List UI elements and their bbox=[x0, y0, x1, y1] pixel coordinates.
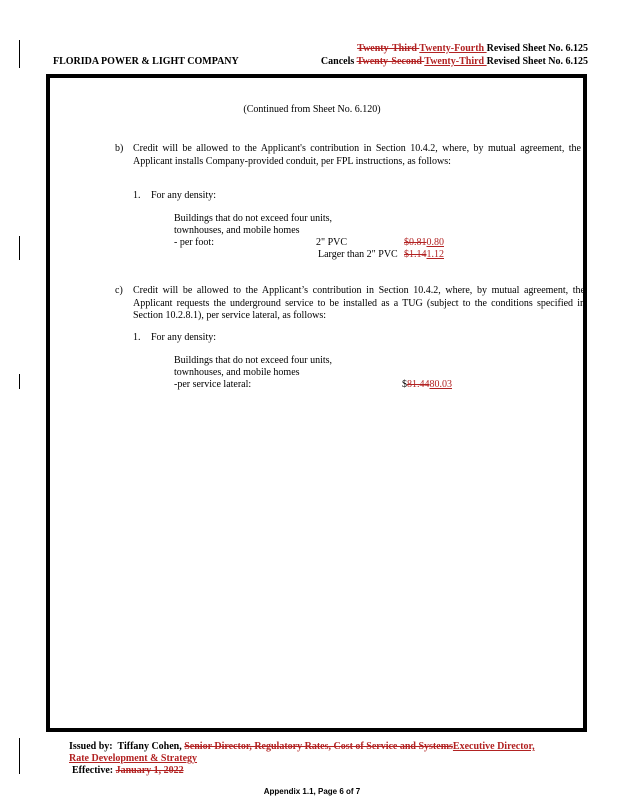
section-c-per-lateral-label: -per service lateral: bbox=[174, 379, 252, 390]
section-b-marker: b) bbox=[115, 143, 124, 154]
revision-bar bbox=[19, 236, 20, 260]
section-b-building-line1: Buildings that do not exceed four units, bbox=[174, 213, 333, 224]
sheet-number-deleted: Twenty-Third bbox=[357, 43, 420, 54]
price-prefix: $ bbox=[402, 379, 407, 390]
section-b-item-label: For any density: bbox=[151, 190, 216, 201]
section-c-price bbox=[402, 379, 452, 392]
issuer-title-line2 bbox=[69, 753, 197, 765]
section-b-per-foot-label: - per foot: bbox=[174, 237, 214, 248]
price-deleted: 81.44 bbox=[407, 379, 430, 390]
cancels-deleted: Twenty-Second bbox=[356, 56, 425, 67]
section-b-row2-price bbox=[404, 249, 444, 262]
revision-bar bbox=[19, 40, 20, 68]
section-b-building-line2: townhouses, and mobile homes bbox=[174, 225, 300, 236]
section-b-item-number: 1. bbox=[133, 190, 141, 201]
row2-price-deleted: $1.14 bbox=[404, 249, 427, 260]
row1-price-deleted: $0.81 bbox=[404, 237, 427, 248]
sheet-number-inserted: Twenty-Fourth bbox=[419, 43, 487, 54]
section-c-building-line2: townhouses, and mobile homes bbox=[174, 367, 300, 378]
company-name: FLORIDA POWER & LIGHT COMPANY bbox=[53, 56, 239, 67]
effective-date-deleted: January 1, 2022 bbox=[115, 765, 184, 776]
cancels-inserted: Twenty-Third bbox=[424, 56, 487, 67]
sheet-number-line bbox=[357, 43, 588, 54]
issuer-title-deleted: Senior Director, Regulatory Rates, Cost of Service and Systems bbox=[184, 741, 453, 752]
section-c-marker: c) bbox=[115, 285, 123, 296]
section-b-text: Credit will be allowed to the Applicant's contribution in Section 10.4.2, where, by mutual agreement, the Applicant installs Company-provided conduit, per FPL instructions, as follows: bbox=[133, 143, 581, 167]
issuer-title-inserted: Executive Director, bbox=[452, 741, 535, 752]
page-number: Appendix 1.1, Page 6 of 7 bbox=[263, 787, 361, 796]
section-b-row1-price bbox=[404, 237, 444, 250]
effective-label: Effective: bbox=[72, 765, 114, 776]
cancels-prefix: Cancels bbox=[320, 56, 357, 67]
issued-by-line bbox=[69, 741, 535, 753]
issuer-name: Tiffany Cohen, bbox=[117, 741, 182, 752]
section-b-row2-type: Larger than 2" PVC bbox=[318, 249, 398, 260]
effective-line bbox=[72, 765, 184, 777]
content-frame bbox=[46, 74, 587, 732]
price-inserted: 80.03 bbox=[429, 379, 452, 390]
issued-by-label: Issued by: bbox=[69, 741, 113, 752]
section-c-item-label: For any density: bbox=[151, 332, 216, 343]
cancels-line bbox=[321, 56, 588, 67]
row2-price-inserted: 1.12 bbox=[426, 249, 444, 260]
continued-note: (Continued from Sheet No. 6.120) bbox=[243, 104, 381, 115]
revision-bar bbox=[19, 738, 20, 774]
section-c-building-line1: Buildings that do not exceed four units, bbox=[174, 355, 333, 366]
issuer-title-inserted-2: Rate Development & Strategy bbox=[69, 753, 198, 764]
row1-price-inserted: 0.80 bbox=[426, 237, 444, 248]
revision-bar bbox=[19, 374, 20, 389]
section-c-item-number: 1. bbox=[133, 332, 141, 343]
cancels-suffix: Revised Sheet No. 6.125 bbox=[486, 56, 588, 67]
section-c-text: Credit will be allowed to the Applicant’s contribution in Section 10.4.2, where, by mutual agreement, the Applicant requests the underground service to be installed as a TUG (subject to the conditions specified in Section 10.2.8.1), per service lateral, as follows: bbox=[133, 285, 585, 321]
section-b-row1-type: 2" PVC bbox=[316, 237, 348, 248]
sheet-number-suffix: Revised Sheet No. 6.125 bbox=[486, 43, 588, 54]
